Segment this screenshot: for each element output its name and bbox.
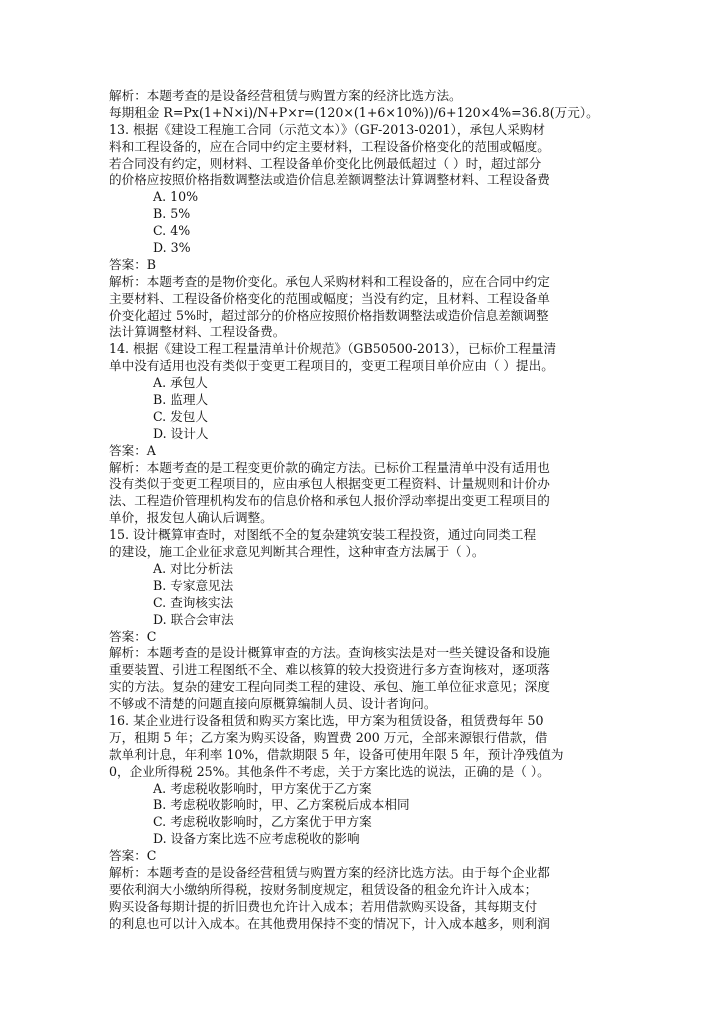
answer-option: C. 查询核实法 (153, 594, 234, 610)
text-line: 重要装置、引进工程图纸不全、难以核算的较大投资进行多方查询核对，逐项落 (109, 662, 550, 678)
text-line: 价变化超过 5%时，超过部分的价格应按照价格指数调整法或造价信息差额调整 (109, 307, 549, 323)
text-line: 14. 根据《建设工程工程量清单计价规范》（GB50500-2013），已标价工程量清 (109, 341, 557, 357)
text-line: 料和工程设备的，应在合同中约定主要材料，工程设备价格变化的范围或幅度。 (109, 138, 550, 154)
text-line: 法计算调整材料、工程设备费。 (109, 324, 286, 340)
answer-option: D. 设计人 (153, 425, 209, 441)
text-line: 万，租期 5 年；乙方案为购买设备，购置费 200 万元，全部来源银行借款，借 (109, 729, 548, 745)
document-page (109, 88, 619, 933)
answer-option: C. 4% (153, 223, 191, 239)
text-line: 15. 设计概算审查时，对图纸不全的复杂建筑安装工程投资，通过向同类工程 (109, 527, 537, 543)
text-line: 购买设备每期计提的折旧费也允许计入成本；若用借款购买设备，其每期支付 (109, 898, 538, 914)
answer-option: B. 专家意见法 (153, 577, 234, 593)
text-line: 要依利润大小缴纳所得税，按财务制度规定，租赁设备的租金允许计入成本； (109, 881, 538, 897)
text-line: 解析：本题考查的是物价变化。承包人采购材料和工程设备的，应在合同中约定 (109, 273, 550, 289)
answer-option: B. 5% (153, 206, 191, 222)
answer-option: B. 考虑税收影响时，甲、乙方案税后成本相同 (153, 797, 410, 813)
answer-option: D. 3% (153, 240, 191, 256)
text-line: 解析：本题考查的是设备经营租赁与购置方案的经济比选方法。由于每个企业都 (109, 864, 550, 880)
text-line: 答案：B (109, 256, 157, 272)
text-line: 0，企业所得税 25%。其他条件不考虑，关于方案比选的说法，正确的是（ ）。 (109, 763, 550, 779)
answer-option: A. 考虑税收影响时，甲方案优于乙方案 (153, 780, 372, 796)
text-line: 的建设，施工企业征求意见判断其合理性，这种审查方法属于（ ）。 (109, 544, 485, 560)
answer-option: D. 设备方案比选不应考虑税收的影响 (153, 831, 360, 847)
text-line: 没有类似于变更工程项目的，应由承包人根据变更工程资料、计量规则和计价办 (109, 476, 550, 492)
answer-option: A. 10% (153, 189, 199, 205)
answer-option: C. 考虑税收影响时，乙方案优于甲方案 (153, 814, 372, 830)
text-line: 若合同没有约定，则材料、工程设备单价变化比例最低超过（ ）时，超过部分 (109, 155, 542, 171)
answer-option: A. 承包人 (153, 375, 208, 391)
text-line: 单中没有适用也没有类似于变更工程项目的，变更工程项目单价应由（ ）提出。 (109, 358, 554, 374)
text-line: 解析：本题考查的是设备经营租赁与购置方案的经济比选方法。 (109, 88, 462, 103)
text-line: 主要材料、工程设备价格变化的范围或幅度；当没有约定，且材料、工程设备单 (109, 290, 550, 306)
text-line: 法、工程造价管理机构发布的信息价格和承包人报价浮动率提出变更工程项目的 (109, 493, 550, 509)
answer-option: C. 发包人 (153, 408, 208, 424)
answer-option: B. 监理人 (153, 392, 209, 408)
text-line: 实的方法。复杂的建安工程向同类工程的建设、承包、施工单位征求意见；深度 (109, 679, 550, 695)
text-line: 单价，报发包人确认后调整。 (109, 510, 273, 526)
text-line: 解析：本题考查的是设计概算审查的方法。查询核实法是对一些关键设备和设施 (109, 645, 550, 661)
text-line: 的利息也可以计入成本。在其他费用保持不变的情况下，计入成本越多，则利润 (109, 915, 550, 931)
text-line: 每期租金 R=Px(1+N×i)/N+P×r=(120×(1+6×10%))/6+120×4%=36.8(万元）。 (109, 104, 599, 120)
text-line: 的价格应按照价格指数调整法或造价信息差额调整法计算调整材料、工程设备费 (109, 172, 550, 188)
text-line: 答案：C (109, 628, 157, 644)
text-line: 答案：C (109, 848, 157, 864)
answer-option: A. 对比分析法 (153, 560, 234, 576)
text-line: 答案：A (109, 442, 156, 458)
text-line: 解析：本题考查的是工程变更价款的确定方法。已标价工程量清单中没有适用也 (109, 459, 550, 475)
text-line: 16. 某企业进行设备租赁和购买方案比选，甲方案为租赁设备，租赁费每年 50 (109, 712, 544, 728)
text-line: 不够或不清楚的问题直接向原概算编制人员、设计者询问。 (109, 696, 437, 712)
text-line: 13. 根据《建设工程施工合同（示范文本）》（GF-2013-0201），承包人采购材 (109, 121, 546, 137)
answer-option: D. 联合会审法 (153, 611, 234, 627)
text-line: 款单利计息，年利率 10%，借款期限 5 年，设备可使用年限 5 年，预计净残值为 (109, 746, 564, 762)
